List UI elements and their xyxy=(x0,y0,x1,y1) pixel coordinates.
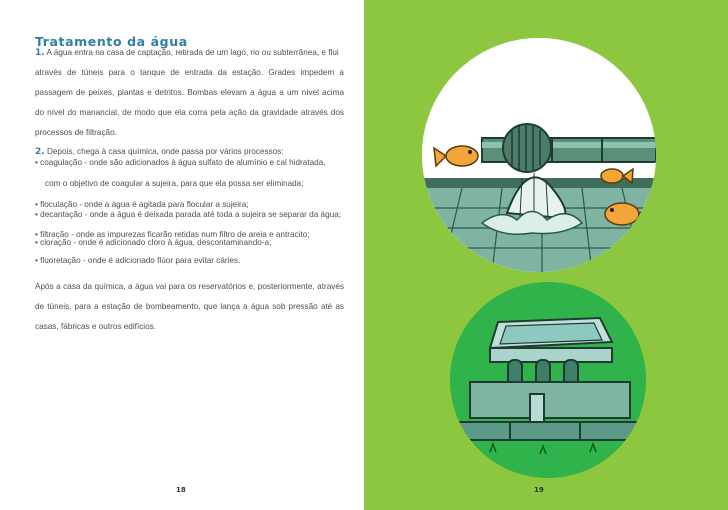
pumping-station-illustration xyxy=(450,282,646,478)
bullet-coagulation-cont: com o objetivo de coagular a sujeira, para que ela possa ser eliminada; xyxy=(45,179,304,188)
right-page xyxy=(364,0,728,510)
paragraph-2-number: 2. xyxy=(35,147,45,157)
paragraph-3-line-1: Após a casa da química, a água vai para os reservatórios e, posteriormente, através xyxy=(35,282,344,291)
paragraph-1-line-3: passagem de peixes, plantas e detritos. Bombas elevam a água a um nível acima xyxy=(35,88,344,97)
bullet-coagulation: • coagulação - onde são adicionados à água sulfato de alumínio e cal hidratada, xyxy=(35,158,326,167)
paragraph-3 xyxy=(35,277,344,337)
bullet-filtration: • filtração - onde as impurezas ficarão retidas num filtro de areia e antracito; xyxy=(35,230,310,239)
paragraph-1-line-5: processos de filtração. xyxy=(35,128,117,137)
bullet-flocculation: • floculação - onde a água é agitada para flocular a sujeira; xyxy=(35,200,249,209)
page-title: Tratamento da água xyxy=(35,34,188,49)
paragraph-1-line-1: A água entra na casa de captação, retirada de um lago, rio ou subterrânea, e flui xyxy=(44,48,339,57)
page-number-right: 19 xyxy=(534,486,544,494)
paragraph-3-line-2: de túneis, para a estação de bombeamento, que lança a água sob pressão até as xyxy=(35,302,344,311)
page-number-left: 18 xyxy=(176,486,186,494)
paragraph-1-number: 1. xyxy=(35,48,45,58)
paragraph-2-intro-text: Depois, chega à casa química, onde passa por vários processos: xyxy=(44,147,284,156)
bullet-decantation: • decantação - onde a água é deixada parada até toda a sujeira se separar da água; xyxy=(35,210,342,219)
paragraph-1 xyxy=(35,43,344,143)
paragraph-3-line-3: casas, fábricas e outros edifícios. xyxy=(35,322,157,331)
paragraph-1-line-4: do nível do manancial, de modo que ela corra pela ação da gravidade através dos xyxy=(35,108,344,117)
water-intake-illustration xyxy=(422,38,656,272)
bullet-chlorination: • cloração - onde é adicionado cloro à água, descontaminando-a; xyxy=(35,238,272,247)
paragraph-1-line-2: através de túneis para o tanque de entrada da estação. Grades impedem a xyxy=(35,68,344,77)
bullet-fluoridation: • fluoretação - onde é adicionado flúor para evitar cáries. xyxy=(35,256,241,265)
